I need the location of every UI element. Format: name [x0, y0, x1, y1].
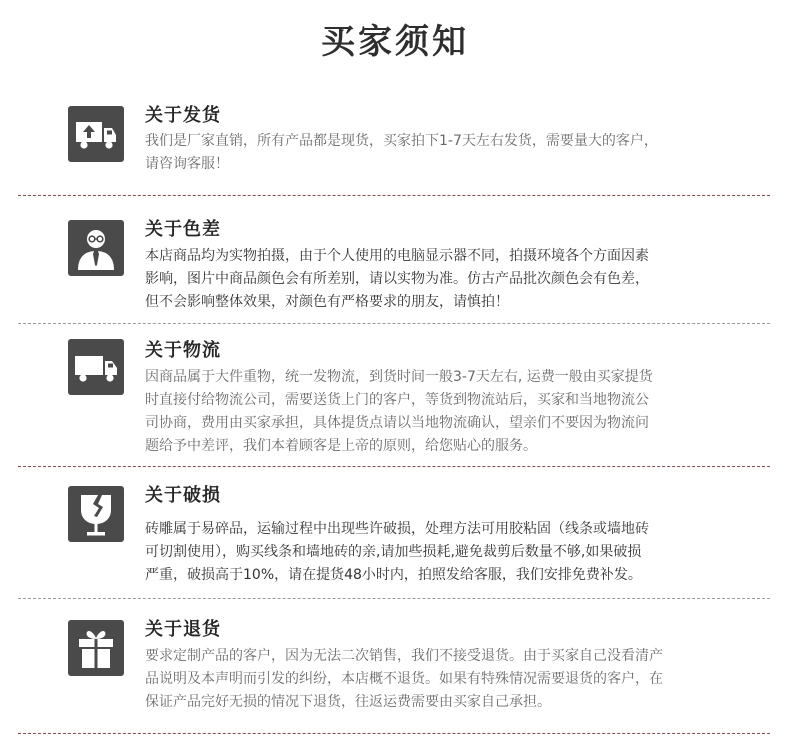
- text-line: 品说明及本声明而引发的纠纷，本店概不退货。如果有特殊情况需要退货的客户，在: [145, 671, 663, 687]
- text-line: 但不会影响整体效果，对颜色有严格要求的朋友，请慎拍！: [145, 294, 509, 310]
- section-body-shipping: [145, 130, 745, 176]
- text-line: 要求定制产品的客户，因为无法二次销售，我们不接受退货。由于买家自己没看清产: [145, 648, 663, 664]
- section-heading-logistics: 关于物流: [145, 340, 221, 361]
- section-heading-shipping: 关于发货: [145, 105, 221, 126]
- text-line: 影响，图片中商品颜色会有所差别，请以实物为准。仿古产品批次颜色会有色差，: [145, 271, 649, 287]
- delivery-truck-icon: [68, 339, 124, 395]
- text-line: 题给予中差评，我们本着顾客是上帝的原则，给您贴心的服务。: [145, 438, 537, 454]
- section-divider: [18, 195, 770, 196]
- section-body-returns: [145, 645, 745, 714]
- text-line: 严重，破损高于10%，请在提货48小时内，拍照发给客服，我们安排免费补发。: [145, 567, 642, 583]
- section-heading-returns: 关于退货: [145, 619, 221, 640]
- text-line: 保证产品完好无损的情况下退货，往返运费需要由买家自己承担。: [145, 694, 551, 710]
- text-line: 可切割使用），购买线条和墙地砖的亲,请加些损耗,避免裁剪后数量不够,如果破损: [145, 544, 642, 560]
- section-body-logistics: [145, 366, 745, 458]
- broken-glass-icon: [68, 486, 124, 542]
- truck-upload-icon: [68, 106, 124, 162]
- section-body-color: [145, 245, 745, 314]
- section-heading-breakage: 关于破损: [145, 485, 221, 506]
- section-body-breakage: [145, 518, 745, 587]
- text-line: 司协商，费用由买家承担，具体提货点请以当地物流确认，望亲们不要因为物流问: [145, 415, 649, 431]
- person-with-glasses-icon: [68, 220, 124, 276]
- section-divider: [18, 323, 770, 324]
- section-heading-color: 关于色差: [145, 219, 221, 240]
- text-line: 本店商品均为实物拍摄，由于个人使用的电脑显示器不同，拍摄环境各个方面因素: [145, 248, 649, 264]
- gift-box-icon: [68, 620, 124, 676]
- text-line: 因商品属于大件重物，统一发物流，到货时间一般3-7天左右, 运费一般由买家提货: [145, 369, 653, 385]
- page-title: 买家须知: [321, 22, 469, 62]
- text-line: 我们是厂家直销，所有产品都是现货，买家拍下1-7天左右发货，需要量大的客户，: [145, 133, 658, 149]
- text-line: 时直接付给物流公司，需要送货上门的客户，等货到物流站后，买家和当地物流公: [145, 392, 649, 408]
- text-line: 请咨询客服！: [145, 156, 229, 172]
- section-divider: [18, 598, 770, 599]
- text-line: 砖雕属于易碎品，运输过程中出现些许破损，处理方法可用胶粘固（线条或墙地砖: [145, 521, 649, 537]
- section-divider: [18, 733, 770, 734]
- section-divider: [18, 466, 770, 467]
